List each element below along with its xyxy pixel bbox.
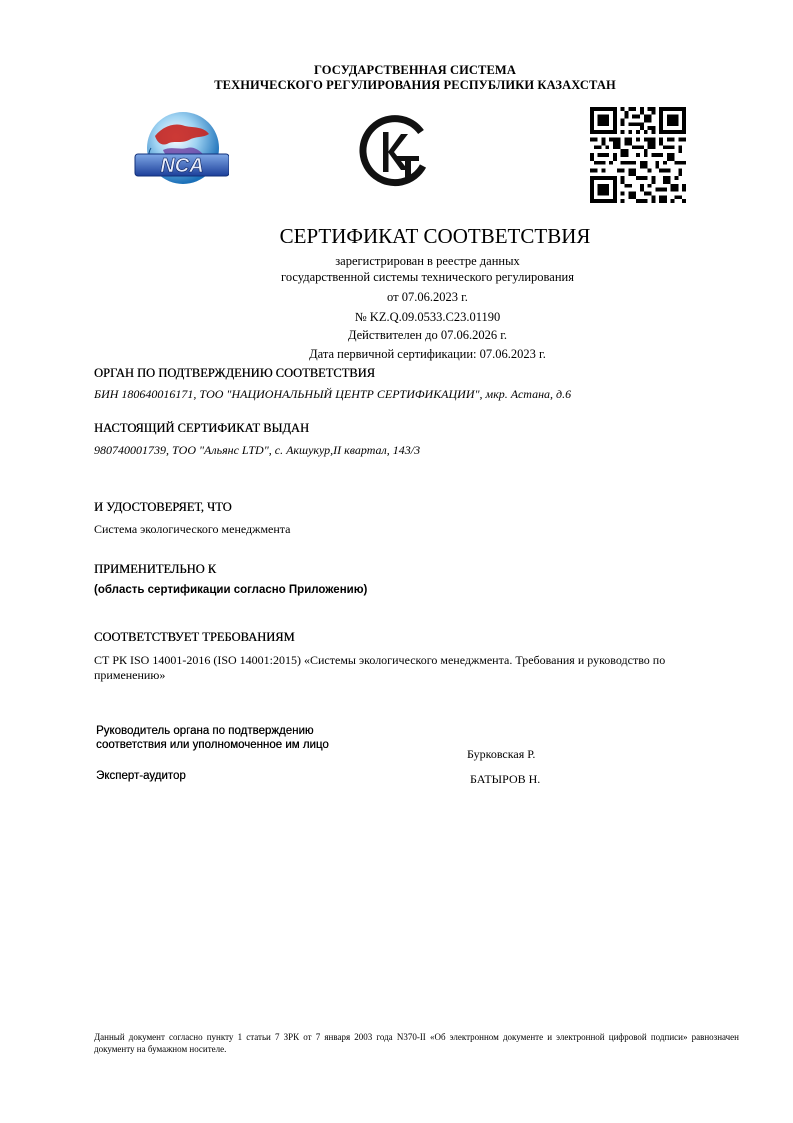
issued-to-text: 980740001739, ТОО "Альянс LTD", с. Акшукур,II квартал, 143/3 xyxy=(94,443,421,457)
applicable-text: (область сертификации согласно Приложению) xyxy=(94,584,368,596)
certificate-title: СЕРТИФИКАТ СООТВЕТСТВИЯ xyxy=(279,224,591,248)
primary-certification-date: Дата первичной сертификации: 07.06.2023 г. xyxy=(309,347,546,361)
header-line-1: ГОСУДАРСТВЕННАЯ СИСТЕМА xyxy=(314,63,516,77)
valid-until: Действителен до 07.06.2026 г. xyxy=(347,328,508,342)
qr-code xyxy=(590,107,686,203)
legal-footer: Данный документ согласно пункту 1 статьи 7 ЗРК от 7 января 2003 года N370-II «Об электронном документе и электронной цифровой подписи» равнозначен документу на бумажном носителе. xyxy=(94,1032,739,1054)
registered-line-2: государственной системы технического регулирования xyxy=(281,270,574,284)
certificate-number: № KZ.Q.09.0533.C23.01190 xyxy=(354,310,501,324)
head-signatory-label-2: соответствия или уполномоченное им лицо xyxy=(96,739,329,751)
certifies-text: Система экологического менеджмента xyxy=(94,522,291,536)
head-signatory-label-1: Руководитель органа по подтверждению xyxy=(96,725,314,737)
nca-logo xyxy=(133,110,229,190)
registered-line-1: зарегистрирован в реестре данных xyxy=(335,254,520,268)
issued-to-heading: НАСТОЯЩИЙ СЕРТИФИКАТ ВЫДАН xyxy=(94,421,309,435)
requirements-heading: СООТВЕТСТВУЕТ ТРЕБОВАНИЯМ xyxy=(94,630,295,644)
requirements-line-1: СТ РК ISO 14001-2016 (ISO 14001:2015) «Системы экологического менеджмента. Требования и руководство по xyxy=(94,653,666,667)
issue-date: от 07.06.2023 г. xyxy=(387,290,468,304)
svg-text:NCA: NCA xyxy=(160,155,204,177)
requirements-line-2: применению» xyxy=(94,668,166,682)
applicable-heading: ПРИМЕНИТЕЛЬНО К xyxy=(94,562,217,576)
certification-body-text: БИН 180640016171, ТОО "НАЦИОНАЛЬНЫЙ ЦЕНТР СЕРТИФИКАЦИИ", мкр. Астана, д.6 xyxy=(94,387,572,401)
conformity-mark-logo xyxy=(357,112,433,190)
head-signatory-name: Бурковская Р. xyxy=(467,747,536,761)
expert-auditor-name: БАТЫРОВ Н. xyxy=(470,772,541,786)
certifies-heading: И УДОСТОВЕРЯЕТ, ЧТО xyxy=(94,500,232,514)
header-line-2: ТЕХНИЧЕСКОГО РЕГУЛИРОВАНИЯ РЕСПУБЛИКИ КАЗАХСТАН xyxy=(214,78,616,92)
expert-auditor-label: Эксперт-аудитор xyxy=(96,770,186,782)
certification-body-heading: ОРГАН ПО ПОДТВЕРЖДЕНИЮ СООТВЕТСТВИЯ xyxy=(94,366,375,380)
